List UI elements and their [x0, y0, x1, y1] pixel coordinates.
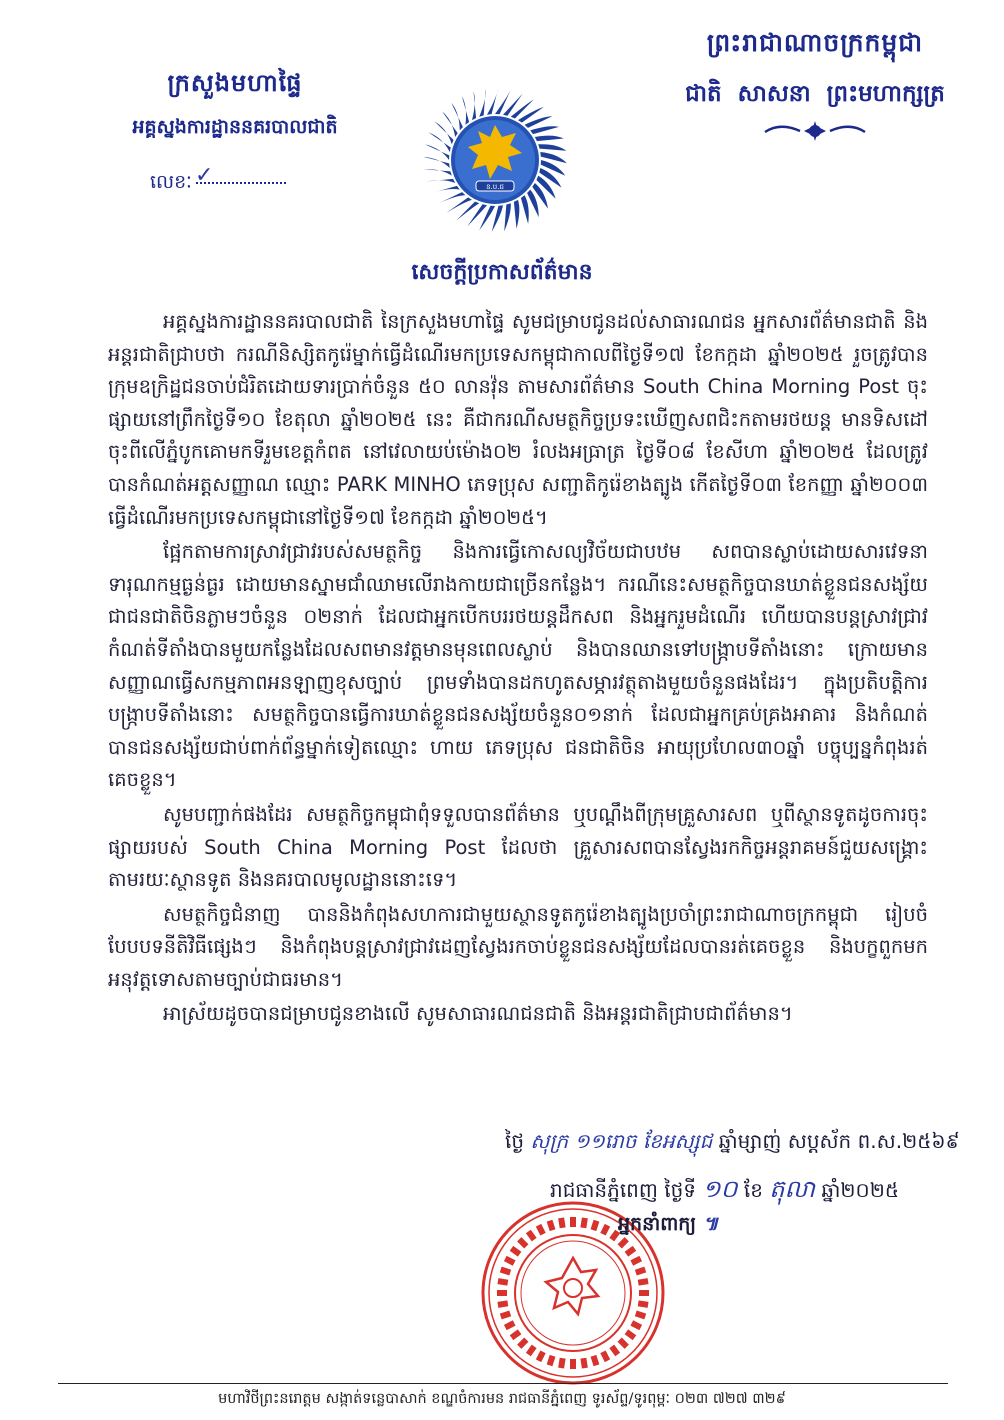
reference-number: [150, 170, 286, 198]
lunar-date-prefix: ថ្ងៃ: [505, 1129, 525, 1153]
department-name: អគ្គស្នងការដ្ឋាននគរបាលជាតិ: [132, 116, 338, 138]
seal-text-mark: [635, 1267, 646, 1276]
lunar-date-handwritten: សុក្រ ១១រោច ខែអស្សុជ: [530, 1129, 713, 1153]
police-emblem-icon: [420, 85, 570, 235]
solar-date: [550, 1174, 899, 1209]
seal-text-mark: [600, 1350, 610, 1362]
signature-mark: ៕: [702, 1213, 719, 1235]
seal-text-mark: [630, 1320, 642, 1330]
seal-text-mark: [536, 1224, 546, 1236]
paragraph-2: ផ្អែកតាមការស្រាវជ្រាវរបស់សមត្ថកិច្ច និងការធ្វើកោសល្យវិច័យជាបឋម សពបានស្លាប់ដោយសារវេទនាទារុណកម្មធ្ងន់ធ្ងរ ដោយមានស្នាមជាំឈាមលើរាងកាយជាច្រើនកន្លែង។ ករណីនេះសមត្ថកិច្ចបានឃាត់ខ្លួនជនសង្ស័យជាជនជាតិចិនភ្លាមៗចំនួន ០២នាក់ ដែលជាអ្នកបើកបររថយន្តដឹកសព និងអ្នករួមដំណើរ ហើយបានបន្តស្រាវជ្រាវកំណត់ទីតាំងបានមួយកន្លែងដែលសពមានវត្តមានមុនពេលស្លាប់ និងបានឈានទៅបង្ក្រាបទីតាំងនោះ ក្រោយមានសញ្ញាណធ្វើសកម្មភាពអនឡាញខុសច្បាប់ ព្រមទាំងបានដកហូតសម្ភារវត្ថុតាងមួយចំនួនផងដែរ។ ក្នុងប្រតិបត្តិការបង្ក្រាបទីតាំងនោះ សមត្ថកិច្ចបានធ្វើការឃាត់ខ្លួនជនសង្ស័យចំនួន០១នាក់ ដែលជាអ្នកគ្រប់គ្រងអាគារ និងកំណត់បានជនសង្ស័យជាប់ពាក់ព័ន្ធម្នាក់ទៀតឈ្មោះ ហាយ ភេទប្រុស ជនជាតិចិន អាយុប្រហែល៣០ឆ្នាំ បច្ចុប្បន្នកំពុងរត់គេចខ្លួន។: [108, 540, 928, 792]
seal-text-mark: [630, 1256, 642, 1266]
seal-text-mark: [625, 1329, 637, 1340]
seal-text-mark: [638, 1300, 649, 1307]
kingdom-header: [650, 28, 980, 113]
document-body: [108, 306, 928, 1033]
seal-text-mark: [497, 1290, 507, 1296]
seal-text-mark: [504, 1256, 516, 1266]
solar-year: ឆ្នាំ២០២៥: [821, 1178, 899, 1202]
seal-text-mark: [558, 1217, 565, 1228]
solar-month: តុលា: [769, 1175, 815, 1203]
spokesperson-signature: [618, 1212, 718, 1240]
seal-text-mark: [510, 1246, 522, 1257]
footer-divider: [58, 1383, 948, 1384]
document-title: សេចក្តីប្រកាសព័ត៌មាន: [411, 260, 593, 285]
seal-text-mark: [536, 1350, 546, 1362]
solar-month-label: ខែ: [743, 1178, 763, 1202]
seal-text-mark: [547, 1220, 556, 1231]
seal-text-mark: [625, 1246, 637, 1257]
seal-text-mark: [580, 1358, 587, 1369]
seal-text-mark: [500, 1267, 511, 1276]
reference-label: លេខៈ: [150, 171, 192, 193]
seal-text-mark: [570, 1217, 576, 1227]
seal-text-mark: [526, 1345, 537, 1357]
footer-address: មហាវិថីព្រះនរោត្តម សង្កាត់ទន្លេបាសាក់ ខណ្ឌចំការមន រាជធានីភ្នំពេញ ទូរស័ព្ទ/ទូរពុម្ពៈ ០២៣ ៧២៧ ៣២៩: [218, 1391, 786, 1407]
kingdom-name: ព្រះរាជាណាចក្រកម្ពុជា: [706, 28, 924, 57]
seal-text-mark: [500, 1311, 511, 1320]
ministry-header: [95, 68, 375, 143]
paragraph-5: អាស្រ័យដូចបានជម្រាបជូនខាងលើ សូមសាធារណជនជាតិ និងអន្តរជាតិជ្រាបជាព័ត៌មាន។: [163, 1002, 793, 1026]
ministry-name: ក្រសួងមហាផ្ទៃ: [167, 69, 303, 97]
ornament-icon: [760, 118, 870, 144]
paragraph-3: សូមបញ្ជាក់ផងដែរ សមត្ថកិច្ចកម្ពុជាពុំទទួលបានព័ត៌មាន ឬបណ្តឹងពីក្រុមគ្រួសារសព ឬពីស្ថានទូតដូចការចុះផ្សាយរបស់ South China Morning Post ដែលថា គ្រួសារសពបានស្វែងរកកិច្ចអន្តរាគមន៍ជួយសង្គ្រោះតាមរយៈស្ថានទូត និងនគរបាលមូលដ្ឋាននោះទេ។: [108, 802, 928, 892]
reference-check-mark: ✓: [195, 163, 214, 188]
seal-text-mark: [580, 1217, 587, 1228]
seal-text-mark: [510, 1329, 522, 1340]
seal-text-mark: [526, 1230, 537, 1242]
seal-text-mark: [639, 1290, 649, 1296]
seal-text-mark: [591, 1355, 600, 1366]
seal-text-mark: [591, 1220, 600, 1231]
seal-text-mark: [547, 1355, 556, 1366]
seal-text-mark: [517, 1338, 528, 1349]
spokesperson-title: អ្នកនាំពាក្យ: [618, 1213, 697, 1235]
seal-text-mark: [570, 1359, 576, 1369]
national-motto: ជាតិ សាសនា ព្រះមហាក្សត្រ: [685, 81, 945, 107]
solar-day: ១០: [702, 1175, 738, 1203]
seal-text-mark: [635, 1311, 646, 1320]
emblem-banner-text: ន.ប.ជ: [486, 183, 504, 191]
paragraph-1: អគ្គស្នងការដ្ឋាននគរបាលជាតិ នៃក្រសួងមហាផ្ទៃ សូមជម្រាបជូនដល់សាធារណជន អ្នកសារព័ត៌មានជាតិ និងអន្តរជាតិជ្រាបថា ករណីនិស្សិតកូរ៉េម្នាក់ធ្វើដំណើរមកប្រទេសកម្ពុជាកាលពីថ្ងៃទី១៧ ខែកក្កដា ឆ្នាំ២០២៥ រួចត្រូវបានក្រុមឧក្រិដ្ឋជនចាប់ជំរិតដោយទារប្រាក់ចំនួន ៥០ លានវ៉ុន តាមសារព័ត៌មាន South China Morning Post ចុះផ្សាយនៅព្រឹកថ្ងៃទី១០ ខែតុលា ឆ្នាំ២០២៥ នេះ គឺជាករណីសមត្ថកិច្ចប្រទះឃើញសពជិះកតាមរថយន្ត មានទិសដៅចុះពីលើភ្នំបូកគោមកទីរួមខេត្តកំពត នៅវេលាយប់ម៉ោង០២ រំលងអធ្រាត្រ ថ្ងៃទី០៨ ខែសីហា ឆ្នាំ២០២៥ ដែលត្រូវបានកំណត់អត្តសញ្ញាណ ឈ្មោះ PARK MINHO ភេទប្រុស សញ្ជាតិកូរ៉េខាងត្បូង កើតថ្ងៃទី០៣ ខែកញ្ញា ឆ្នាំ២០០៣ ធ្វើដំណើរមកប្រទេសកម្ពុជានៅថ្ងៃទី១៧ ខែកក្កដា ឆ្នាំ២០២៥។: [108, 310, 928, 529]
solar-date-prefix: រាជធានីភ្នំពេញ ថ្ងៃទី: [550, 1178, 697, 1202]
seal-text-mark: [618, 1338, 629, 1349]
lunar-date-suffix: ឆ្នាំម្សាញ់ សប្តស័ក ព.ស.២៥៦៩: [718, 1129, 960, 1153]
seal-text-mark: [497, 1278, 508, 1285]
seal-text-mark: [497, 1300, 508, 1307]
seal-text-mark: [517, 1237, 528, 1248]
lunar-date: [505, 1128, 960, 1158]
paragraph-4: សមត្ថកិច្ចជំនាញ បាននិងកំពុងសហការជាមួយស្ថានទូតកូរ៉េខាងត្បូងប្រចាំព្រះរាជាណាចក្រកម្ពុជា រៀបចំបែបបទនីតិវិធីផ្សេងៗ និងកំពុងបន្តស្រាវជ្រាវដេញស្វែងរកចាប់ខ្លួនជនសង្ស័យដែលបានរត់គេចខ្លួន និងបក្ខពួកមកអនុវត្តទោសតាមច្បាប់ជាធរមាន។: [108, 902, 928, 991]
seal-text-mark: [504, 1320, 516, 1330]
seal-text-mark: [638, 1278, 649, 1285]
seal-text-mark: [609, 1345, 620, 1357]
seal-text-mark: [600, 1224, 610, 1236]
seal-text-mark: [558, 1358, 565, 1369]
